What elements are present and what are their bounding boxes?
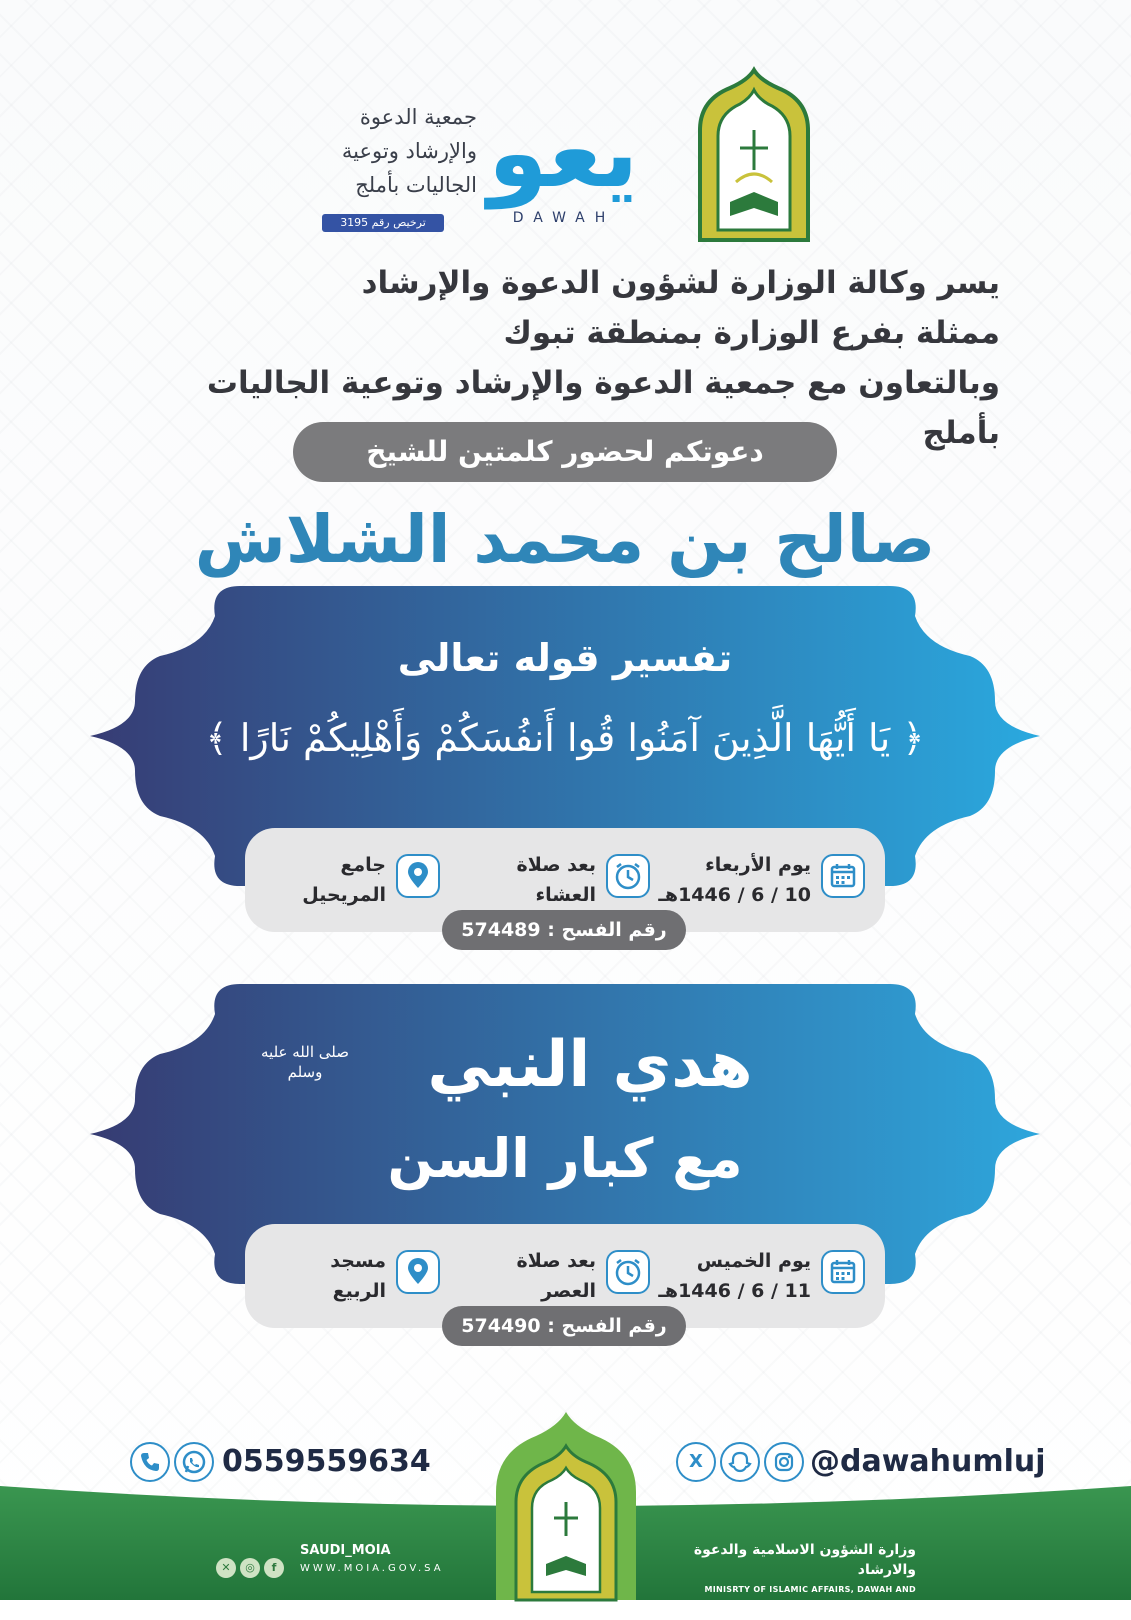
date-info — [658, 846, 865, 916]
association-name — [292, 100, 477, 202]
lecture-title: هدي النبي — [427, 1028, 753, 1102]
date-text — [658, 1246, 811, 1306]
time-info — [450, 1242, 650, 1312]
honorific: صلى الله عليه وسلم — [261, 1043, 349, 1081]
permit-badge: رقم الفسح : 574489 — [442, 910, 686, 950]
time-info — [450, 846, 650, 916]
footer-handle[interactable]: SAUDI_MOIA — [300, 1543, 391, 1558]
ministry-logo — [476, 1412, 656, 1600]
place-line: جامع — [340, 854, 386, 876]
sheikh-name: صالح بن محمد الشلاش — [194, 501, 936, 578]
lecture-subtitle: مع كبار السن — [387, 1127, 743, 1190]
social-contact — [676, 1440, 1046, 1484]
time-line: بعد صلاة — [516, 1250, 596, 1272]
invite-pill: دعوتكم لحضور كلمتين للشيخ — [293, 422, 837, 482]
intro-line: ممثلة بفرع الوزارة بمنطقة تبوك — [503, 315, 1000, 351]
association-name-line: الجاليات بأملج — [355, 173, 477, 197]
dawah-logo — [484, 98, 644, 230]
calendar-icon — [821, 1250, 865, 1294]
whatsapp-icon[interactable] — [174, 1442, 214, 1482]
x-icon[interactable]: X — [676, 1442, 716, 1482]
quran-verse: ﴿ يَا أَيُّهَا الَّذِينَ آمَنُوا قُوا أَنفُسَكُمْ وَأَهْلِيكُمْ نَارًا ﴾ — [205, 716, 925, 760]
clock-icon — [606, 854, 650, 898]
instagram-icon[interactable] — [764, 1442, 804, 1482]
ministry-logo — [690, 70, 818, 240]
time-text — [517, 1246, 596, 1306]
time-text — [517, 850, 596, 910]
place-text — [302, 850, 386, 910]
date-text — [658, 850, 811, 910]
twitter-small-icon[interactable]: ✕ — [216, 1558, 236, 1578]
phone-number[interactable]: 0559559634 — [222, 1444, 431, 1479]
place-line: الربيع — [332, 1280, 386, 1302]
place-text — [330, 1246, 386, 1306]
time-line: العصر — [541, 1280, 596, 1302]
footer-site-info — [300, 1542, 444, 1578]
time-line: العشاء — [535, 884, 596, 906]
place-info — [275, 1242, 440, 1312]
snapchat-icon[interactable] — [720, 1442, 760, 1482]
location-pin-icon — [396, 854, 440, 898]
ministry-name-ar: وزارة الشؤون الاسلامية والدعوة والارشاد — [693, 1542, 916, 1578]
footer-ministry-name — [656, 1540, 916, 1620]
place-line: المريحيل — [302, 884, 386, 906]
permit-badge: رقم الفسح : 574490 — [442, 1306, 686, 1346]
lecture-title: تفسير قوله تعالى — [397, 636, 733, 680]
date-label: 11 / 6 / 1446هـ — [658, 1280, 811, 1302]
dawah-wordmark: DAWAH — [512, 210, 616, 226]
time-line: بعد صلاة — [516, 854, 596, 876]
place-info — [275, 846, 440, 916]
phone-contact — [130, 1440, 431, 1484]
calendar-icon — [821, 854, 865, 898]
facebook-small-icon[interactable]: f — [264, 1558, 284, 1578]
day-label: يوم الأربعاء — [705, 854, 811, 876]
social-handle[interactable]: @dawahumluj — [810, 1444, 1046, 1479]
intro-line: يسر وكالة الوزارة لشؤون الدعوة والإرشاد — [361, 265, 1000, 301]
dawah-mark: يعو — [488, 97, 639, 209]
date-info — [658, 1242, 865, 1312]
phone-icon[interactable] — [130, 1442, 170, 1482]
instagram-small-icon[interactable]: ◎ — [240, 1558, 260, 1578]
license-badge: ترخيص رقم 3195 — [322, 214, 444, 232]
clock-icon — [606, 1250, 650, 1294]
footer-website[interactable]: WWW.MOIA.GOV.SA — [300, 1563, 444, 1574]
ministry-name-en: MINISRTY OF ISLAMIC AFFAIRS, DAWAH AND GUIDANCE — [704, 1585, 916, 1614]
intro-line: وبالتعاون مع جمعية الدعوة والإرشاد وتوعية الجاليات بأملج — [206, 365, 1000, 451]
location-pin-icon — [396, 1250, 440, 1294]
date-label: 10 / 6 / 1446هـ — [658, 884, 811, 906]
day-label: يوم الخميس — [696, 1250, 811, 1272]
place-line: مسجد — [330, 1250, 386, 1272]
association-name-line: جمعية الدعوة — [359, 105, 477, 129]
association-name-line: والإرشاد وتوعية — [341, 139, 477, 163]
